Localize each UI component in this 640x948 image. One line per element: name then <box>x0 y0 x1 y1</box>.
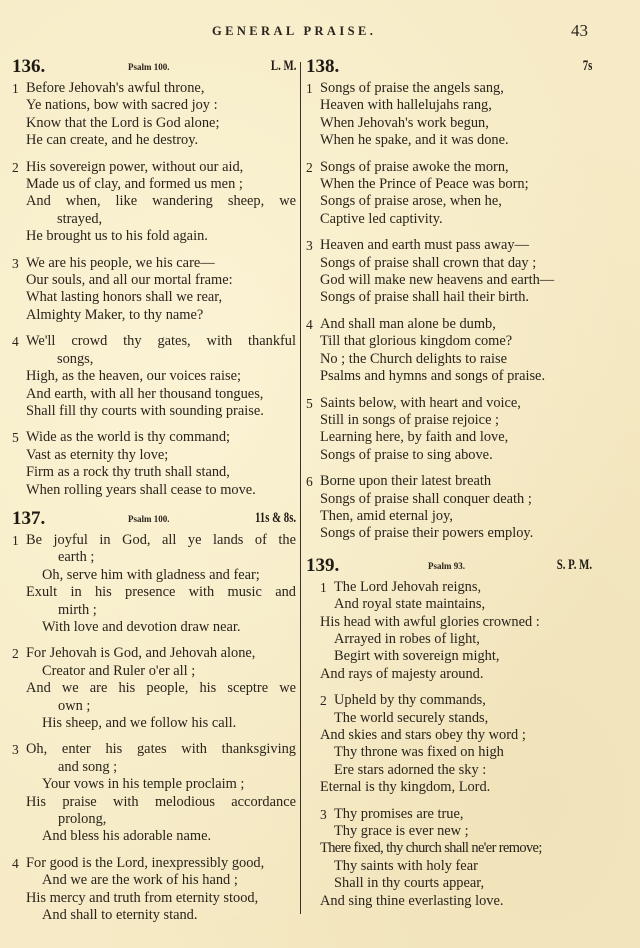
verse-line: Exult in his presence with music and <box>26 584 296 601</box>
verse-line: Songs of praise their powers employ. <box>320 525 534 542</box>
verse-line: When the Prince of Peace was born; <box>320 176 529 193</box>
right-column <box>306 56 592 919</box>
stanza <box>306 692 592 796</box>
verse-line: Thy throne was fixed on high <box>334 744 504 761</box>
verse-line: Songs of praise shall conquer death ; <box>320 490 532 507</box>
stanza-number: 2 <box>12 159 19 175</box>
verse-line: Heaven with hallelujahs rang, <box>320 97 492 114</box>
verse-line: His praise with melodious accordance <box>26 793 296 810</box>
verse-line: His sheep, and we follow his call. <box>42 715 237 731</box>
verse-line: And bless his adorable name. <box>42 828 212 845</box>
stanza-number: 1 <box>12 81 19 96</box>
stanza <box>306 159 592 229</box>
verse-line: And rays of majesty around. <box>320 665 484 682</box>
verse-line: Thy promises are true, <box>334 805 464 822</box>
verse-line: Firm as a rock thy truth shall stand, <box>26 464 230 481</box>
stanza <box>12 855 296 925</box>
verse-line: Begirt with sovereign might, <box>334 648 500 665</box>
psalm-reference: Psalm 93. <box>428 560 465 571</box>
verse-line: And shall to eternity stand. <box>42 907 198 924</box>
hymn-header <box>306 56 592 80</box>
verse-line: And we are the work of his hand ; <box>42 872 238 889</box>
verse-line: own ; <box>58 697 91 714</box>
verse-line: Before Jehovah's awful throne, <box>26 80 205 96</box>
verse-line: We are his people, we his care— <box>26 254 215 271</box>
verse-line: For good is the Lord, inexpressibly good, <box>26 854 265 871</box>
verse-line: Till that glorious kingdom come? <box>320 333 513 350</box>
verse-line: No ; the Church delights to raise <box>320 350 508 367</box>
stanza <box>12 333 296 420</box>
verse-line: Our souls, and all our mortal frame: <box>26 272 233 289</box>
hymn-139 <box>306 555 592 910</box>
verse-line: and song ; <box>58 758 118 775</box>
verse-line: His head with awful glories crowned : <box>320 613 540 630</box>
verse-line: Be joyful in God, all ye lands of the <box>26 531 296 548</box>
hymn-number: 136. <box>12 56 46 77</box>
verse-line: Know that the Lord is God alone; <box>26 114 220 131</box>
stanza-number: 5 <box>306 395 313 411</box>
psalm-reference: Psalm 100. <box>128 62 170 72</box>
hymn-header <box>12 56 296 80</box>
verse-line: The Lord Jehovah reigns, <box>334 578 482 595</box>
verse-line: Songs of praise awoke the morn, <box>320 158 509 175</box>
verse-line: His mercy and truth from eternity stood, <box>26 889 259 906</box>
verse-line: Arrayed in robes of light, <box>334 630 480 647</box>
verse-line: Shall fill thy courts with sounding praise. <box>26 402 264 419</box>
verse-line: Still in songs of praise rejoice ; <box>320 411 500 428</box>
stanza <box>306 806 592 910</box>
verse-line: Psalms and hymns and songs of praise. <box>320 368 546 385</box>
page-number: 43 <box>571 21 588 40</box>
stanza <box>12 429 296 499</box>
verse-line: He can create, and he destroy. <box>26 132 199 149</box>
verse-line: Heaven and earth must pass away— <box>320 237 529 254</box>
verse-line: The world securely stands, <box>334 709 489 726</box>
hymn-header <box>12 508 296 532</box>
verse-line: And earth, with all her thousand tongues, <box>26 385 264 402</box>
verse-line: Almighty Maker, to thy name? <box>26 306 204 323</box>
stanza <box>306 80 592 150</box>
left-column <box>12 56 296 933</box>
verse-line: High, as the heaven, our voices raise; <box>26 368 241 385</box>
verse-line: Then, amid eternal joy, <box>320 507 453 524</box>
stanza <box>12 645 296 732</box>
verse-line: Thy saints with holy fear <box>334 857 478 874</box>
stanza-number: 3 <box>306 238 313 254</box>
verse-line: Saints below, with heart and voice, <box>320 394 521 411</box>
verse-line: Songs of praise to sing above. <box>320 446 493 463</box>
stanza-number: 4 <box>12 855 19 871</box>
verse-line: What lasting honors shall we rear, <box>26 289 223 306</box>
stanza <box>12 80 296 150</box>
verse-line: And we are his people, his sceptre we <box>26 680 296 697</box>
verse-line: mirth ; <box>58 601 97 618</box>
stanza <box>12 255 296 325</box>
verse-line: With love and devotion draw near. <box>42 618 241 635</box>
verse-line: Eternal is thy kingdom, Lord. <box>320 779 491 796</box>
stanza-number: 6 <box>306 474 313 490</box>
verse-line: Songs of praise shall hail their birth. <box>320 289 530 306</box>
stanza-number: 3 <box>12 255 19 271</box>
verse-line: For Jehovah is God, and Jehovah alone, <box>26 645 256 662</box>
verse-line: strayed, <box>57 210 103 227</box>
verse-line: Made us of clay, and formed us men ; <box>26 176 243 193</box>
stanza <box>306 395 592 465</box>
verse-line: Songs of praise the angels sang, <box>320 80 504 96</box>
stanza-number: 4 <box>12 334 19 350</box>
hymn-header <box>306 555 592 579</box>
verse-line: Shall in thy courts appear, <box>334 875 485 892</box>
verse-line: And sing thine everlasting love. <box>320 892 504 909</box>
hymn-number: 137. <box>12 507 46 529</box>
verse-line: Oh, enter his gates with thanksgiving <box>26 741 296 758</box>
stanza-number: 2 <box>320 693 327 709</box>
meter: 11s & 8s. <box>254 509 296 526</box>
verse-line: And skies and stars obey thy word ; <box>320 727 526 743</box>
verse-line: Songs of praise shall crown that day ; <box>320 254 537 271</box>
verse-line: songs, <box>57 350 94 367</box>
stanza <box>306 316 592 386</box>
verse-line: And royal state maintains, <box>334 596 486 613</box>
verse-line: Captive led captivity. <box>320 210 443 227</box>
verse-line: Creator and Ruler o'er all ; <box>42 662 196 679</box>
verse-line: There fixed, thy church shall ne'er remove; <box>320 840 542 857</box>
verse-line: And when, like wandering sheep, we <box>26 193 296 210</box>
meter: S. P. M. <box>556 556 592 573</box>
stanza <box>306 473 592 543</box>
stanza-number: 5 <box>12 430 19 446</box>
verse-line: prolong, <box>58 811 107 828</box>
stanza <box>306 579 592 683</box>
verse-line: And shall man alone be dumb, <box>320 315 496 332</box>
stanza <box>12 741 296 845</box>
verse-line: Wide as the world is thy command; <box>26 429 231 446</box>
column-divider <box>300 62 301 914</box>
verse-line: When he spake, and it was done. <box>320 132 509 149</box>
verse-line: earth ; <box>58 549 95 566</box>
verse-line: Learning here, by faith and love, <box>320 429 509 446</box>
stanza-number: 3 <box>320 806 327 822</box>
meter: L. M. <box>270 58 296 74</box>
stanza-number: 2 <box>12 646 19 662</box>
stanza <box>12 159 296 246</box>
verse-line: Ye nations, bow with sacred joy : <box>26 97 218 114</box>
meter: 7s <box>582 58 592 74</box>
verse-line: Thy grace is ever new ; <box>334 823 469 840</box>
verse-line: His sovereign power, without our aid, <box>26 158 244 175</box>
verse-line: Oh, serve him with gladness and fear; <box>42 566 260 583</box>
hymn-138 <box>306 56 592 543</box>
stanza-number: 3 <box>12 742 19 758</box>
hymn-136 <box>12 56 296 499</box>
stanza <box>306 237 592 307</box>
section-title: GENERAL PRAISE. <box>212 24 377 38</box>
verse-line: God will make new heavens and earth— <box>320 272 555 289</box>
verse-line: We'll crowd thy gates, with thankful <box>26 333 296 350</box>
stanza-number: 1 <box>12 532 19 548</box>
hymn-number: 138. <box>306 56 340 77</box>
verse-line: He brought us to his fold again. <box>26 228 208 245</box>
verse-line: Upheld by thy commands, <box>334 692 486 709</box>
stanza-number: 4 <box>306 316 313 332</box>
running-head <box>0 21 640 44</box>
stanza-number: 2 <box>306 159 313 175</box>
psalm-reference: Psalm 100. <box>128 513 170 524</box>
verse-line: When rolling years shall cease to move. <box>26 481 256 498</box>
verse-line: Vast as eternity thy love; <box>26 446 169 463</box>
stanza <box>12 532 296 636</box>
stanza-number: 1 <box>320 579 327 595</box>
hymn-137 <box>12 508 296 925</box>
verse-line: Borne upon their latest breath <box>320 473 492 490</box>
hymn-number: 139. <box>306 554 340 576</box>
verse-line: Ere stars adorned the sky : <box>334 761 487 778</box>
verse-line: Your vows in his temple proclaim ; <box>42 776 245 793</box>
verse-line: When Jehovah's work begun, <box>320 114 489 131</box>
verse-line: Songs of praise arose, when he, <box>320 193 502 210</box>
stanza-number: 1 <box>306 81 313 96</box>
